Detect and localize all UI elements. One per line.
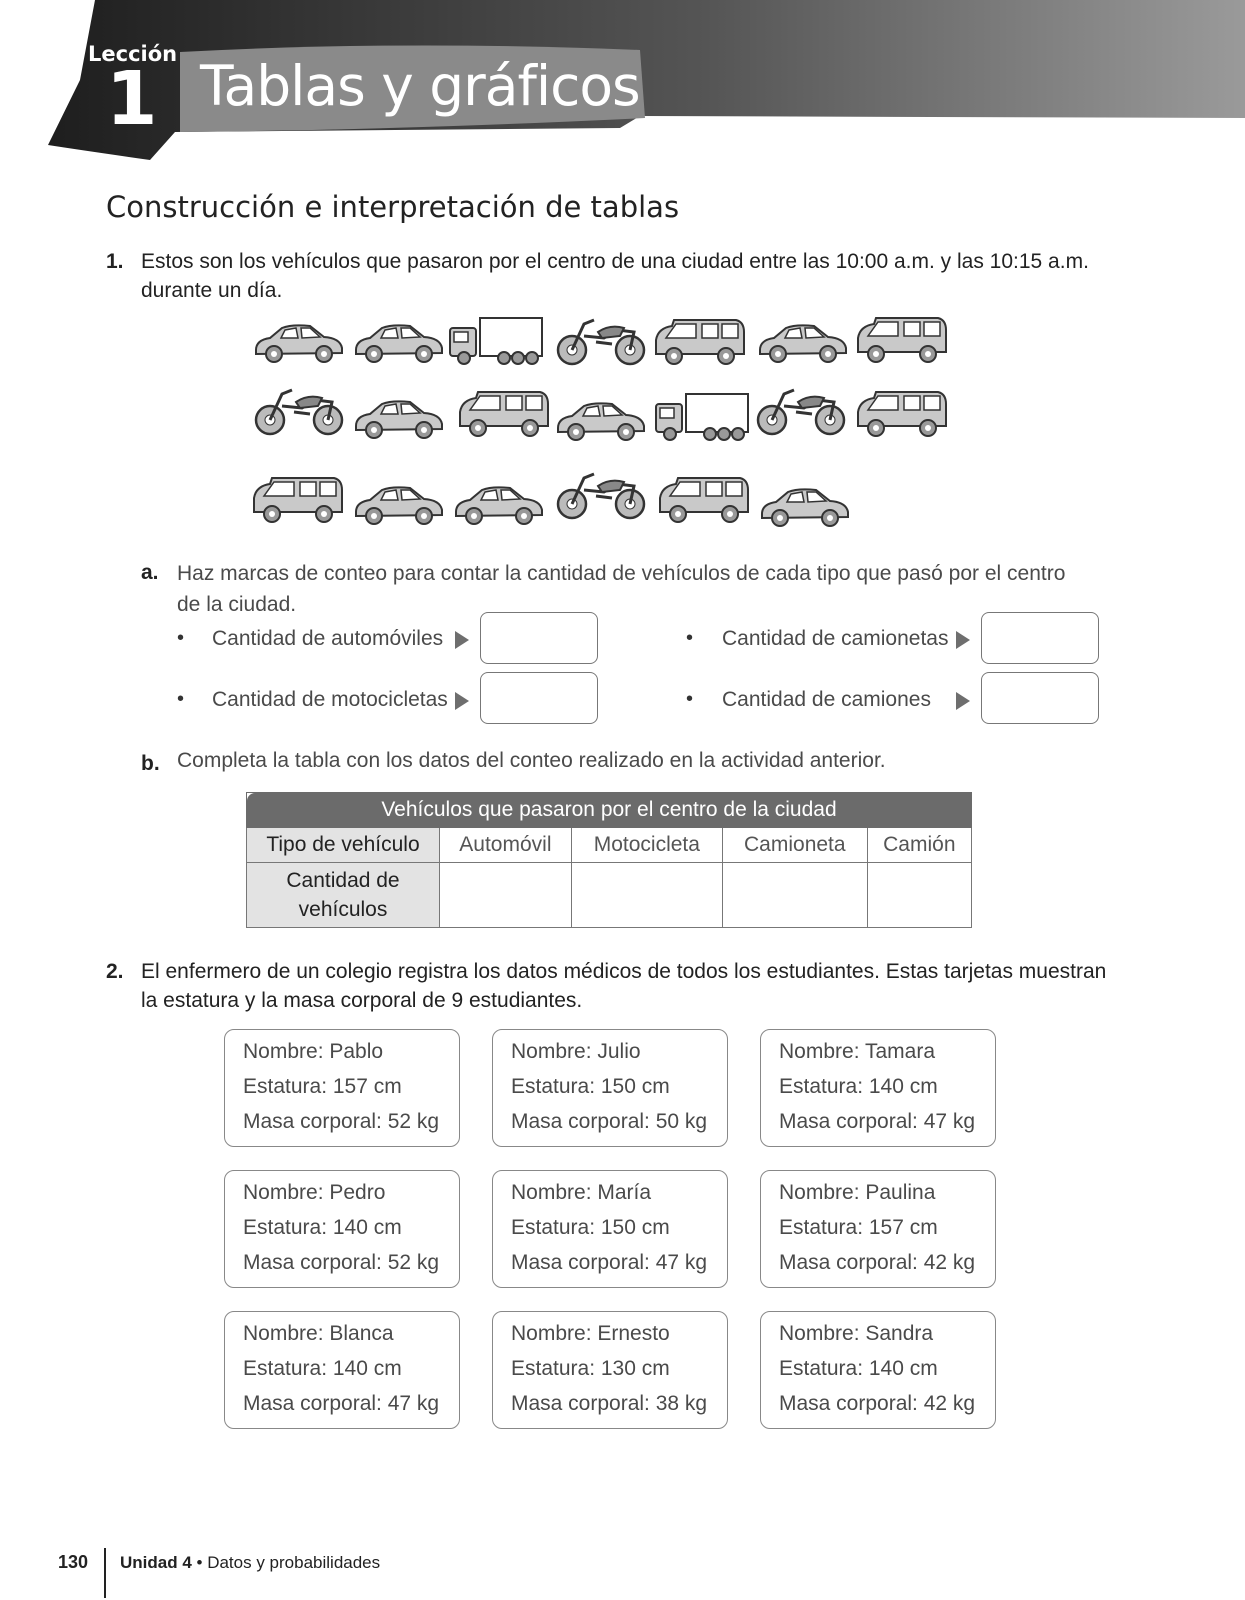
arrow-right-icon (455, 692, 469, 710)
question-2-line-1: El enfermero de un colegio registra los datos médicos de todos los estudiantes. Estas tarjetas muestran (141, 960, 1107, 983)
part-b-letter: b. (141, 752, 160, 775)
table-caption: Vehículos que pasaron por el centro de la ciudad (247, 793, 972, 828)
van-icon (858, 318, 946, 362)
bullet: • (686, 627, 694, 649)
van-icon (254, 478, 342, 522)
arrow-right-icon (455, 631, 469, 649)
card-mass: Masa corporal: 52 kg (243, 1110, 440, 1133)
student-card (224, 1311, 460, 1429)
label-motocicletas: Cantidad de motocicletas (212, 688, 448, 711)
student-card (760, 1311, 996, 1429)
motorcycle-icon (758, 390, 844, 434)
card-height: Estatura: 130 cm (511, 1357, 670, 1380)
part-a-line-2: de la ciudad. (177, 593, 297, 616)
arrow-right-icon (956, 692, 970, 710)
van-icon (660, 478, 748, 522)
card-name: Nombre: Tamara (779, 1040, 936, 1063)
question-2-number: 2. (106, 960, 124, 983)
question-1-line-1: Estos son los vehículos que pasaron por el centro de una ciudad entre las 10:00 a.m. y las 10:15 a.m. (141, 250, 1089, 273)
question-1-text (141, 247, 1161, 305)
card-height: Estatura: 150 cm (511, 1075, 670, 1098)
student-card (224, 1170, 460, 1288)
vehicles-table (246, 792, 972, 928)
truck-icon (450, 318, 542, 364)
bullet: • (686, 688, 694, 710)
part-a-line-1: Haz marcas de conteo para contar la cantidad de vehículos de cada tipo que pasó por el centro (177, 562, 1066, 585)
card-height: Estatura: 157 cm (243, 1075, 402, 1098)
truck-icon (656, 394, 748, 440)
part-a-letter: a. (141, 561, 159, 584)
card-name: Nombre: Paulina (779, 1181, 936, 1204)
van-icon (858, 392, 946, 436)
lesson-number: 1 (106, 56, 158, 142)
arrow-right-icon (956, 631, 970, 649)
car-icon (760, 325, 846, 362)
car-icon (356, 325, 442, 362)
footer-unit-name: Unidad 4 (120, 1553, 192, 1572)
car-icon (356, 487, 442, 524)
lesson-label: Lección (88, 42, 178, 66)
part-a-text (177, 558, 1077, 620)
motorcycle-icon (558, 320, 644, 364)
card-mass: Masa corporal: 42 kg (779, 1251, 976, 1274)
tally-input-camiones[interactable] (981, 672, 1099, 724)
car-icon (558, 403, 644, 440)
car-icon (456, 487, 542, 524)
card-mass: Masa corporal: 47 kg (243, 1392, 440, 1415)
column-header: Automóvil (440, 828, 572, 863)
table-input-camion[interactable] (867, 863, 971, 928)
tally-input-automoviles[interactable] (480, 612, 598, 664)
student-card (492, 1170, 728, 1288)
question-1-line-2: durante un día. (141, 279, 283, 302)
card-mass: Masa corporal: 38 kg (511, 1392, 708, 1415)
car-icon (762, 489, 848, 526)
card-name: Nombre: Pablo (243, 1040, 384, 1063)
row-header-cantidad (247, 863, 440, 928)
card-mass: Masa corporal: 42 kg (779, 1392, 976, 1415)
card-height: Estatura: 150 cm (511, 1216, 670, 1239)
card-name: Nombre: Julio (511, 1040, 641, 1063)
card-name: Nombre: Sandra (779, 1322, 934, 1345)
page-number: 130 (58, 1552, 89, 1572)
bullet: • (177, 627, 185, 649)
question-1-number: 1. (106, 250, 124, 273)
card-name: Nombre: Blanca (243, 1322, 394, 1345)
row-header-tipo: Tipo de vehículo (247, 828, 440, 863)
card-height: Estatura: 140 cm (243, 1357, 402, 1380)
student-card (492, 1029, 728, 1147)
card-height: Estatura: 140 cm (243, 1216, 402, 1239)
card-mass: Masa corporal: 47 kg (511, 1251, 708, 1274)
motorcycle-icon (558, 474, 644, 518)
student-card (224, 1029, 460, 1147)
label-camiones: Cantidad de camiones (722, 688, 931, 711)
column-header: Camión (867, 828, 971, 863)
label-automoviles: Cantidad de automóviles (212, 627, 444, 650)
card-mass: Masa corporal: 52 kg (243, 1251, 440, 1274)
motorcycle-icon (256, 390, 342, 434)
question-2-text (141, 957, 1161, 1015)
card-height: Estatura: 140 cm (779, 1075, 938, 1098)
car-icon (356, 401, 442, 438)
table-input-motocicleta[interactable] (571, 863, 722, 928)
vehicles-illustration (250, 312, 970, 542)
tally-input-motocicletas[interactable] (480, 672, 598, 724)
row-header-cantidad-line-1: Cantidad de (286, 869, 400, 892)
card-height: Estatura: 140 cm (779, 1357, 938, 1380)
footer-separator: • (191, 1553, 208, 1572)
column-header: Motocicleta (571, 828, 722, 863)
section-title: Construcción e interpretación de tablas (106, 190, 680, 224)
bullet: • (177, 688, 185, 710)
table-input-camioneta[interactable] (722, 863, 867, 928)
footer-divider (104, 1548, 106, 1598)
student-card (492, 1311, 728, 1429)
label-camionetas: Cantidad de camionetas (722, 627, 949, 650)
tally-input-camionetas[interactable] (981, 612, 1099, 664)
footer-unit (120, 1553, 380, 1573)
card-name: Nombre: Ernesto (511, 1322, 670, 1345)
question-2-line-2: la estatura y la masa corporal de 9 estudiantes. (141, 989, 583, 1012)
table-input-automovil[interactable] (440, 863, 572, 928)
footer-subject: Datos y probabilidades (207, 1553, 381, 1572)
card-mass: Masa corporal: 47 kg (779, 1110, 976, 1133)
van-icon (460, 392, 548, 436)
student-card (760, 1029, 996, 1147)
card-mass: Masa corporal: 50 kg (511, 1110, 708, 1133)
student-card (760, 1170, 996, 1288)
card-height: Estatura: 157 cm (779, 1216, 938, 1239)
part-b-text: Completa la tabla con los datos del conteo realizado en la actividad anterior. (177, 749, 886, 772)
van-icon (656, 320, 744, 364)
car-icon (256, 325, 342, 362)
card-name: Nombre: Pedro (243, 1181, 386, 1204)
column-header: Camioneta (722, 828, 867, 863)
row-header-cantidad-line-2: vehículos (298, 898, 388, 921)
card-name: Nombre: María (511, 1181, 652, 1204)
page-title: Tablas y gráficos (200, 54, 640, 118)
